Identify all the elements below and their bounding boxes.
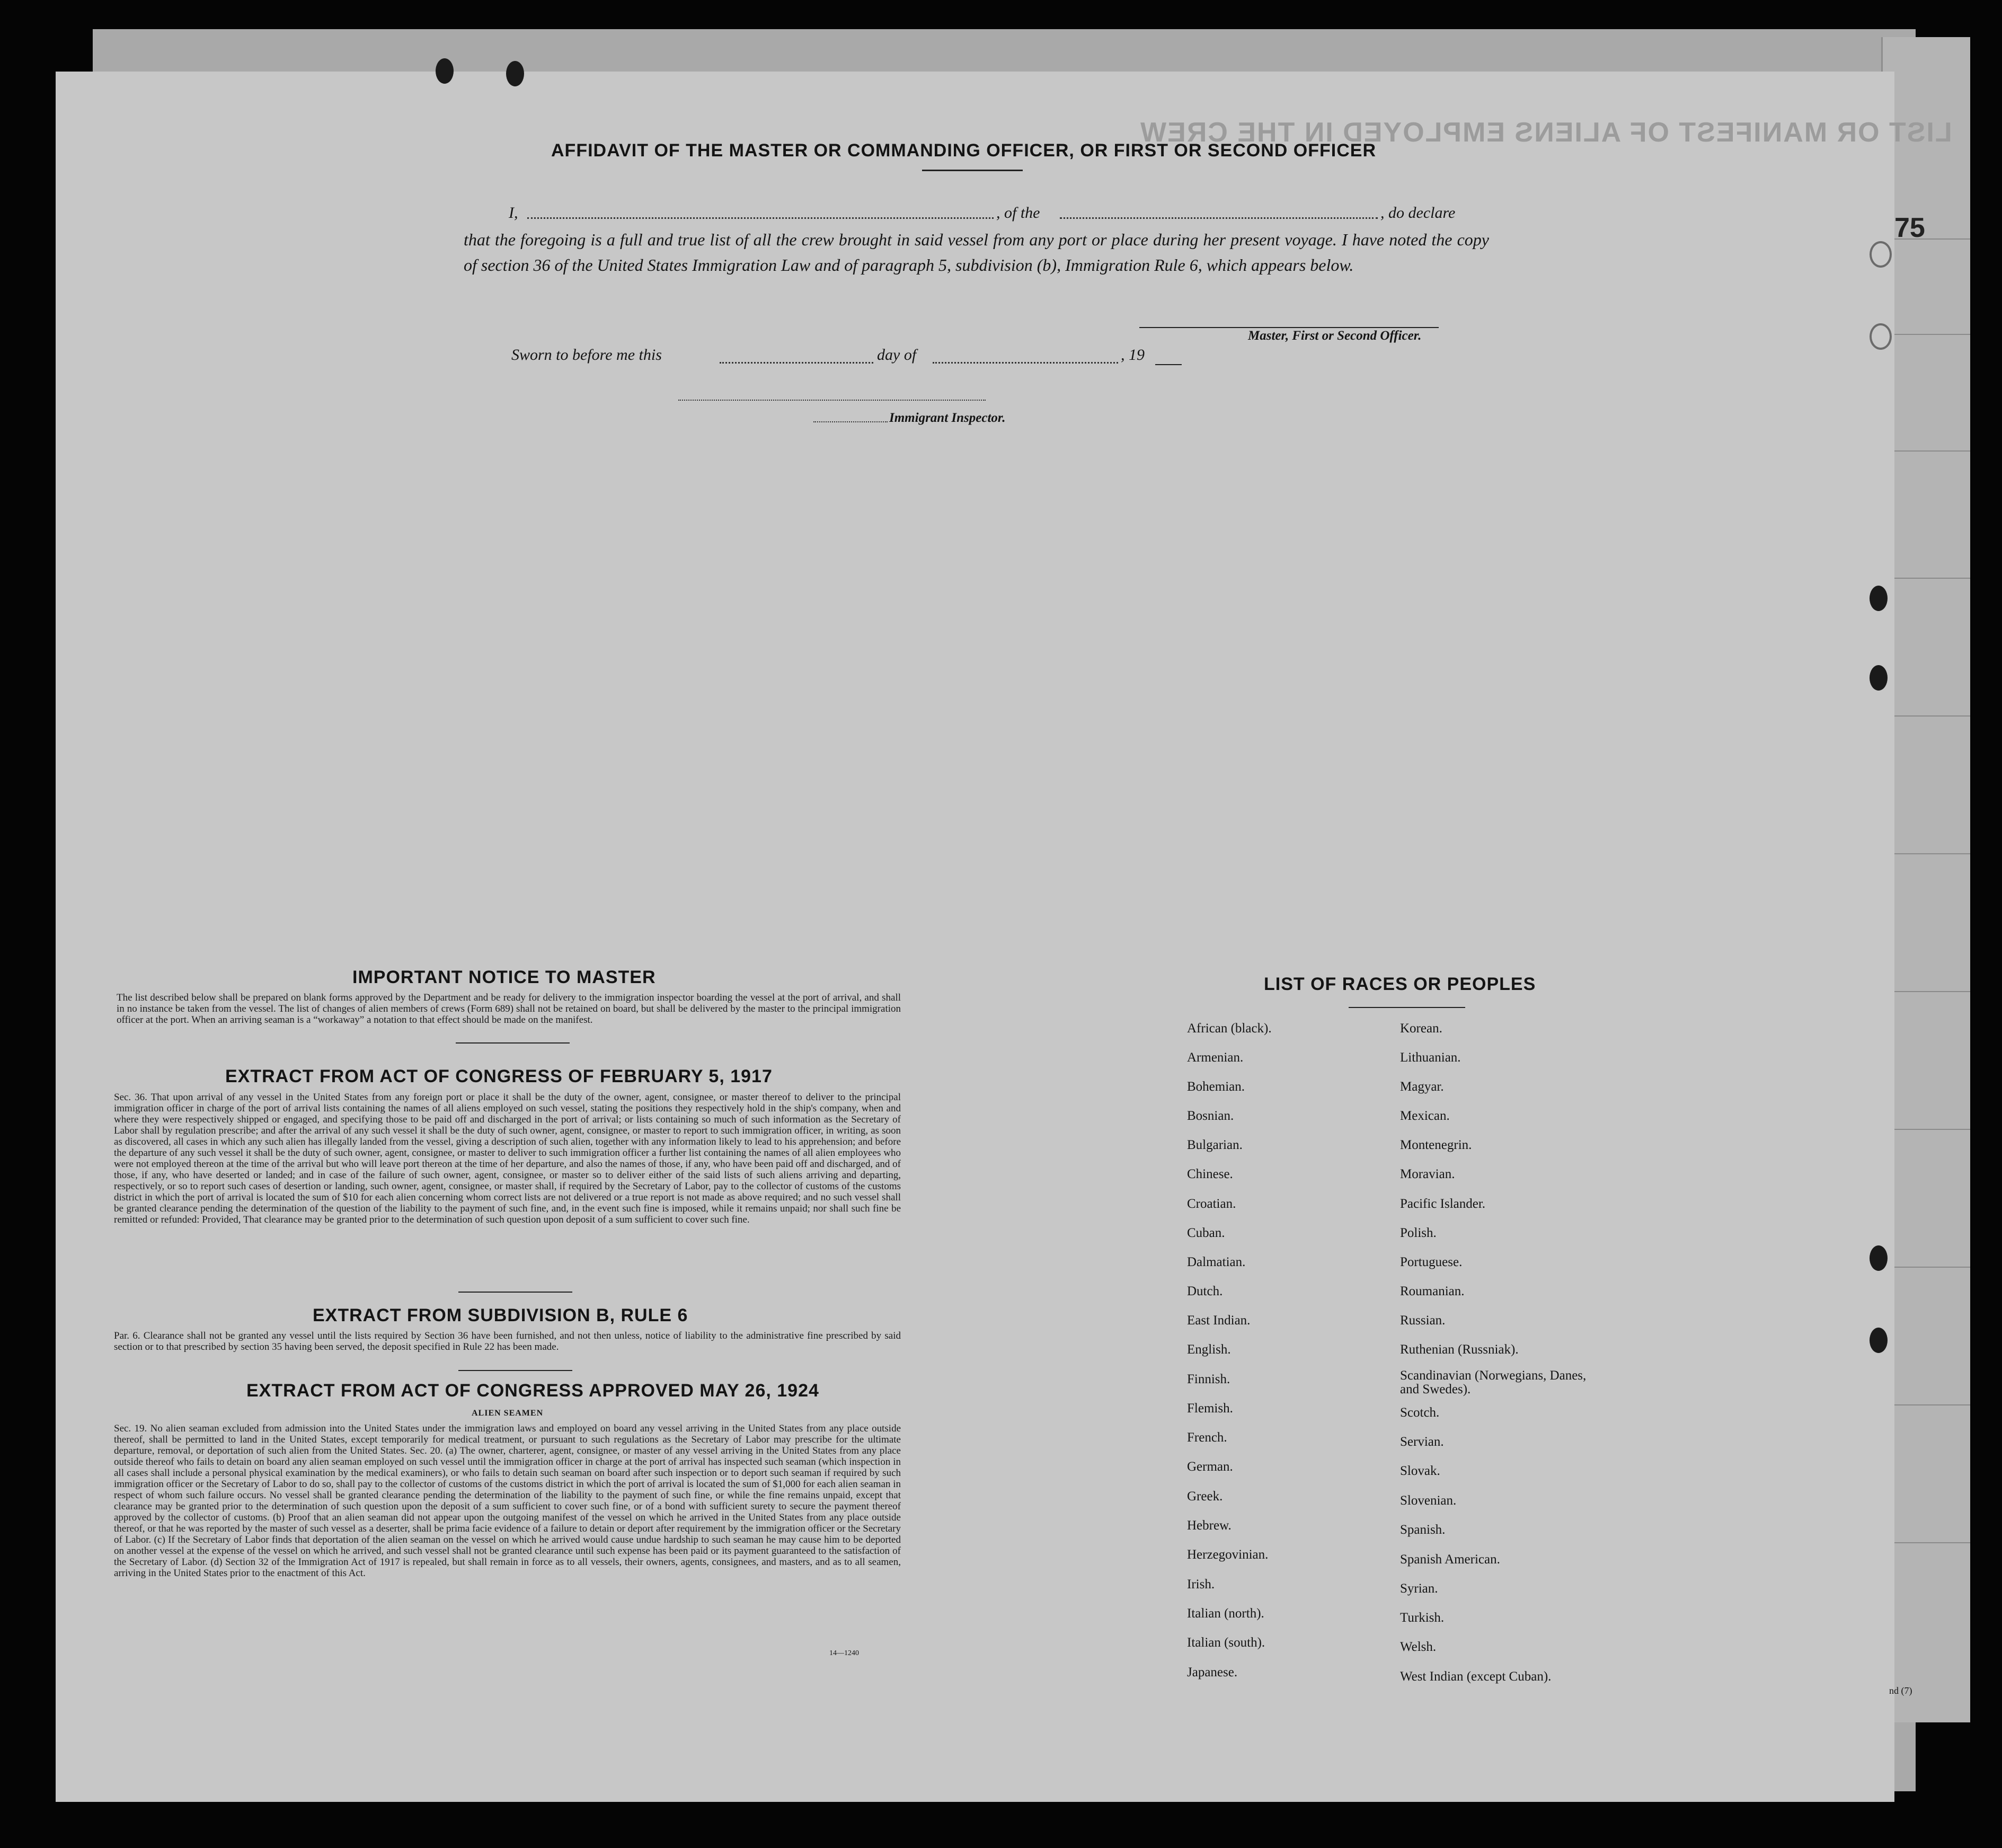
corner-stamp: nd (7) <box>1889 1685 1912 1696</box>
binder-ring <box>1870 323 1892 350</box>
race-item: Moravian. <box>1400 1167 1455 1181</box>
title-rule <box>922 170 1023 171</box>
race-item: Italian (north). <box>1187 1606 1264 1621</box>
race-item: Turkish. <box>1400 1611 1445 1625</box>
race-item: East Indian. <box>1187 1313 1251 1328</box>
race-item: Welsh. <box>1400 1640 1437 1654</box>
race-item: Roumanian. <box>1400 1284 1465 1298</box>
race-item: Russian. <box>1400 1313 1446 1328</box>
race-item: Montenegrin. <box>1400 1138 1472 1152</box>
race-item: Korean. <box>1400 1021 1442 1036</box>
extract-rule6-title: EXTRACT FROM SUBDIVISION B, RULE 6 <box>313 1305 688 1325</box>
affidavit-do-declare: , do declare <box>1380 204 1456 222</box>
race-item: French. <box>1187 1430 1227 1445</box>
year-blank <box>1155 364 1182 365</box>
race-item: Bohemian. <box>1187 1080 1245 1094</box>
extract-rule6-rule <box>458 1370 572 1371</box>
race-item: Hebrew. <box>1187 1518 1232 1533</box>
race-item: West Indian (except Cuban). <box>1400 1669 1552 1684</box>
race-item: Servian. <box>1400 1435 1444 1449</box>
race-item: Italian (south). <box>1187 1635 1265 1650</box>
race-item: Chinese. <box>1187 1167 1233 1181</box>
race-item: Scotch. <box>1400 1405 1440 1420</box>
race-item: Slovenian. <box>1400 1493 1457 1508</box>
inspector-short-line <box>813 421 888 422</box>
race-item: Lithuanian. <box>1400 1050 1461 1065</box>
race-item: Ruthenian (Russniak). <box>1400 1342 1519 1357</box>
bleed-through-title: LIST OR MANIFEST OF ALIENS EMPLOYED IN THE CREW <box>1139 117 1952 148</box>
extract-1924-subtitle: ALIEN SEAMEN <box>472 1409 544 1418</box>
race-item: Bosnian. <box>1187 1109 1234 1123</box>
extract-1917-text: Sec. 36. That upon arrival of any vessel in the United States from any foreign port or place it shall be the duty of the owner, agent, consignee, or master thereof to deliver to the principal immigration officer in charge of the port of arrival lists containing the names of all aliens employed on such vessel, stating the positions they respectively hold in the ship's company, when and where they were respectively shipped or engaged, and specifying those to be paid off and discharged in the port of arrival; or lists containing so much of such information as the Secretary of Labor shall by regulation prescribe; and after the arrival of any such vessel it shall be the duty of such owner, agent, consignee, or master to report to such immigration officer, in writing, as soon as discovered, all cases in which any such alien has illegally landed from the vessel, giving a description of such alien, together with any information likely to lead to his apprehension; and before the departure of any such vessel it shall be the duty of such owner, agent, consignee, or master to deliver to such immigration officer a further list containing the names of all alien employees who were not employed thereon at the time of the arrival but who will leave port thereon at the time of her departure, and also the names of those, if any, who have been paid off and discharged, and of those, if any, who have deserted or landed; and in case of the failure of such owner, agent, consignee, or master so to deliver either of the said lists of such aliens arriving and departing, respectively, or so to report such cases of desertion or landing, such owner, agent, consignee, or master shall, if required by the Secretary of Labor, pay to the collector of customs of the customs district in which the port of arrival is located the sum of $10 for each alien concerning whom correct lists are not delivered or a true report is not made as above required; and no such vessel shall be granted clearance pending the determination of the question of the liability to the payment of such fine, and, in the event such fine is imposed, while it remains unpaid; nor shall such fine be remitted or refunded: Provided, That clearance may be granted prior to the determination of such question upon deposit of a sum sufficient to cover such fine. <box>114 1092 901 1225</box>
race-item: Slovak. <box>1400 1464 1440 1478</box>
inspector-label: Immigrant Inspector. <box>889 411 1006 425</box>
signature-line <box>1139 327 1439 328</box>
sworn-day-of: day of <box>877 346 917 364</box>
important-notice-title: IMPORTANT NOTICE TO MASTER <box>352 967 656 987</box>
punch-hole <box>436 58 454 84</box>
race-item: Greek. <box>1187 1489 1223 1504</box>
race-item: Spanish American. <box>1400 1552 1500 1567</box>
underlying-manifest-sheet <box>1881 37 1970 1722</box>
race-item: Croatian. <box>1187 1197 1236 1211</box>
vessel-blank <box>1060 217 1378 219</box>
race-item: Herzegovinian. <box>1187 1548 1269 1562</box>
affidavit-title: AFFIDAVIT OF THE MASTER OR COMMANDING OFFICER, OR FIRST OR SECOND OFFICER <box>551 140 1376 161</box>
sworn-day-blank <box>720 362 873 364</box>
signature-label: Master, First or Second Officer. <box>1248 329 1422 343</box>
notice-rule <box>456 1042 570 1044</box>
extract-rule6-text: Par. 6. Clearance shall not be granted any vessel until the lists required by Section 36 have been furnished, and not then unless, notice of liability to the administrative fine prescribed by said section or to that prescribed by section 35 having been served, the deposit specified in Rule 22 has been made. <box>114 1330 901 1352</box>
extract-1924-title: EXTRACT FROM ACT OF CONGRESS APPROVED MAY 26, 1924 <box>246 1381 819 1401</box>
punch-hole <box>1870 1245 1888 1271</box>
race-item: Syrian. <box>1400 1581 1438 1596</box>
race-item: Irish. <box>1187 1577 1215 1591</box>
important-notice-text: The list described below shall be prepared on blank forms approved by the Department and be ready for delivery to the immigration inspector boarding the vessel at the port of arrival, and shall in no instance be taken from the vessel. The list of changes of alien members of crews (Form 689) shall not be retained on board, but shall be delivered by the master to the principal immigration officer at the port. When an arriving seaman is a “workaway” a notation to that effect should be made on the manifest. <box>117 992 901 1025</box>
race-item: Cuban. <box>1187 1226 1225 1240</box>
name-blank <box>527 217 994 219</box>
extract-1917-title: EXTRACT FROM ACT OF CONGRESS OF FEBRUARY 5, 1917 <box>225 1066 773 1086</box>
race-item: Finnish. <box>1187 1372 1230 1386</box>
binder-ring <box>1870 241 1892 268</box>
punch-hole <box>506 61 524 86</box>
extract-1924-text: Sec. 19. No alien seaman excluded from admission into the United States under the immigration laws and employed on board any vessel arriving in the United States from any place outside thereof, shall be permitted to land in the United States, except temporarily for medical treatment, or pursuant to such regulations as the Secretary of Labor may prescribe for the ultimate departure, removal, or deportation of such alien from the United States. Sec. 20. (a) The owner, charterer, agent, consignee, or master of any vessel arriving in the United States from any place outside thereof who fails to detain on board any alien seaman employed on such vessel until the immigration officer in charge at the port of arrival has inspected such seaman (which inspection in all cases shall include a personal physical examination by the medical examiners), or who fails to detain such seaman on board after such inspection or to deport such seaman if required by such immigration officer or the Secretary of Labor to do so, shall pay to the collector of customs of the customs district in which the port of arrival is located the sum of $1,000 for each alien seaman in respect of whom such failure occurs. No vessel shall be granted clearance pending the determination of the liability to the payment of such fine, or while the fine remains unpaid, except that clearance may be granted prior to the determination of such question upon the deposit of a sum sufficient to cover such fine, or of a bond with sufficient surety to secure the payment thereof approved by the collector of customs. (b) Proof that an alien seaman did not appear upon the outgoing manifest of the vessel on which he arrived in the United States from any place outside thereof, or that he was reported by the master of such vessel as a deserter, shall be prima facie evidence of a failure to detain or deport after requirement by the immigration officer or the Secretary of Labor. (c) If the Secretary of Labor finds that deportation of the alien seaman on the vessel on which he arrived would cause undue hardship to such seaman he may cause him to be deported on another vessel at the expense of the vessel on which he arrived, and such vessel shall not be granted clearance until such expense has been paid or its payment guaranteed to the satisfaction of the Secretary of Labor. (d) Section 32 of the Immigration Act of 1917 is repealed, but shall remain in force as to all vessels, their owners, agents, consignees, and masters, and as to all seamen, arriving in the United States prior to the enactment of this Act. <box>114 1423 901 1579</box>
race-item: Portuguese. <box>1400 1255 1463 1269</box>
race-item: German. <box>1187 1460 1233 1474</box>
sworn-year: , 19 <box>1121 346 1145 364</box>
extract-1917-rule <box>458 1292 572 1293</box>
race-item: Dutch. <box>1187 1284 1223 1298</box>
race-item: Flemish. <box>1187 1401 1233 1416</box>
races-title: LIST OF RACES OR PEOPLES <box>1264 974 1536 994</box>
race-item: African (black). <box>1187 1021 1272 1036</box>
page-number: 75 <box>1894 213 1925 243</box>
inspector-signature-line <box>678 400 986 401</box>
race-item: Magyar. <box>1400 1080 1444 1094</box>
punch-hole <box>1870 1328 1888 1353</box>
race-item: Scandinavian (Norwegians, Danes, and Swedes). <box>1400 1368 1587 1396</box>
race-item: Armenian. <box>1187 1050 1244 1065</box>
race-item: Pacific Islander. <box>1400 1197 1486 1211</box>
races-rule <box>1349 1007 1465 1008</box>
affidavit-of-the: , of the <box>996 204 1040 222</box>
race-item: Bulgarian. <box>1187 1138 1243 1152</box>
race-item: Dalmatian. <box>1187 1255 1246 1269</box>
affidavit-i: I, <box>509 204 518 222</box>
race-item: English. <box>1187 1342 1231 1357</box>
punch-hole <box>1870 586 1888 611</box>
sworn-before: Sworn to before me this <box>511 346 662 364</box>
punch-hole <box>1870 665 1888 691</box>
sworn-month-blank <box>933 362 1118 364</box>
form-number: 14—1240 <box>829 1649 859 1657</box>
race-item: Mexican. <box>1400 1109 1450 1123</box>
race-item: Japanese. <box>1187 1665 1238 1679</box>
race-item: Spanish. <box>1400 1523 1446 1537</box>
affidavit-body: that the foregoing is a full and true list of all the crew brought in said vessel from any port or place during her present voyage. I have noted the copy of section 36 of the United States Immigration Law and of paragraph 5, subdivision (b), Immigration Rule 6, which appears below. <box>464 230 1489 275</box>
race-item: Polish. <box>1400 1226 1437 1240</box>
